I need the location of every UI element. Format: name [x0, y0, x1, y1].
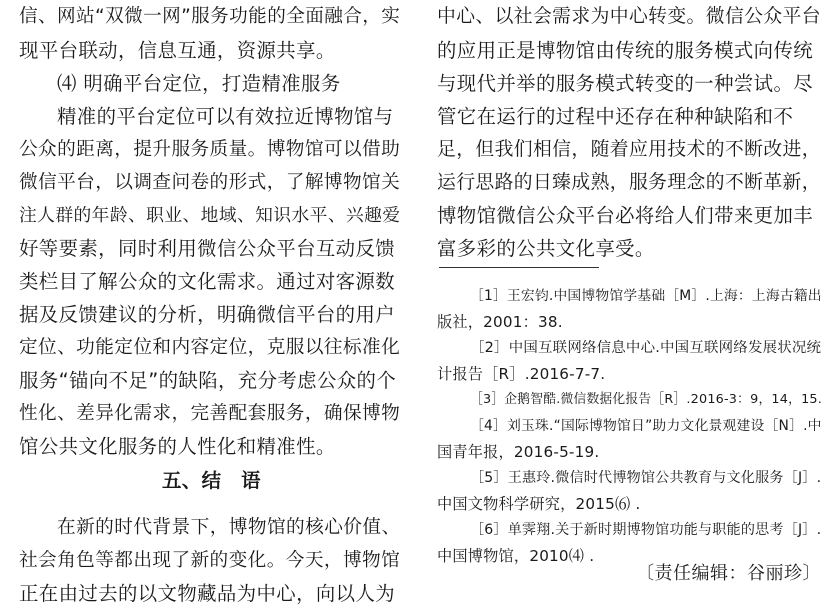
reference-item: ［3］企鹅智酷.微信数据化报告［R］.2016-3：9，14，15. — [470, 392, 822, 407]
reference-item: ［1］王宏钧.中国博物馆学基础［M］.上海：上海古籍出 — [470, 288, 822, 304]
body-text-line: 信、网站“双微一网”服务功能的全面融合，实 — [19, 6, 401, 27]
body-text-line: 运行思路的日臻成熟，服务理念的不断革新， — [437, 172, 821, 193]
body-text-line: 精准的平台定位可以有效拉近博物馆与 — [57, 105, 394, 128]
section-heading: 五、结 语 — [162, 469, 261, 492]
body-text-line: 注人群的年龄、职业、地域、知识水平、兴趣爱 — [19, 206, 401, 226]
reference-item: 中国文物科学研究，2015⑹ . — [437, 495, 641, 513]
body-text-line: 博物馆微信公众平台必将给人们带来更加丰 — [437, 204, 814, 227]
body-text-line: 馆公共文化服务的人性化和精准性。 — [19, 435, 336, 458]
body-text-line: 微信平台，以调查问卷的形式，了解博物馆关 — [19, 172, 401, 193]
reference-item: 中国博物馆，2010⑷ . — [437, 547, 595, 565]
body-text-line: 类栏目了解公众的文化需求。通过对客源数 — [19, 270, 396, 293]
reference-item: ［2］中国互联网络信息中心.中国互联网络发展状况统 — [470, 340, 822, 356]
reference-item: 国青年报，2016-5-19. — [437, 443, 600, 461]
body-text-line: 性化、差异化需求，完善配套服务，确保博物 — [19, 403, 401, 424]
footnote-divider — [439, 267, 599, 268]
reference-item: 版社，2001：38. — [437, 313, 563, 331]
body-text-line: 公众的距离，提升服务质量。博物馆可以借助 — [19, 139, 401, 160]
body-text-line: 现平台联动，信息互通，资源共享。 — [19, 39, 336, 62]
body-text-line: 中心、以社会需求为中心转变。微信公众平台 — [437, 6, 821, 27]
body-text-line: 好等要素，同时利用微信公众平台互动反馈 — [19, 237, 396, 260]
editor-credit: 〔责任编辑：谷丽珍〕 — [636, 563, 821, 584]
body-text-line: 管它在运行的过程中还存在种种缺陷和不 — [437, 105, 794, 128]
reference-item: ［4］刘玉珠.“国际博物馆日”助力文化景观建设［N］.中 — [470, 418, 822, 434]
body-text-line: 社会角色等都出现了新的变化。今天，博物馆 — [19, 550, 401, 571]
body-text-line: 定位、功能定位和内容定位，克服以往标准化 — [19, 337, 401, 358]
subsection-heading: ⑷ 明确平台定位，打造精准服务 — [57, 72, 341, 95]
body-text-line: 正在由过去的以文物藏品为中心，向以人为 — [19, 582, 396, 605]
body-text-line: 足，但我们相信，随着应用技术的不断改进， — [437, 139, 821, 160]
body-text-line: 在新的时代背景下，博物馆的核心价值、 — [57, 517, 401, 538]
body-text-line: 的应用正是博物馆由传统的服务模式向传统 — [437, 39, 814, 62]
body-text-line: 与现代并举的服务模式转变的一种尝试。尽 — [437, 72, 814, 95]
body-text-line: 服务“锚向不足”的缺陷，充分考虑公众的个 — [19, 369, 397, 392]
body-text-line: 富多彩的公共文化享受。 — [437, 237, 655, 260]
reference-item: ［5］王惠玲.微信时代博物馆公共教育与文化服务［J］. — [470, 470, 822, 486]
body-text-line: 据及反馈建议的分析，明确微信平台的用户 — [19, 303, 396, 326]
reference-item: 计报告［R］.2016-7-7. — [437, 365, 606, 383]
reference-item: ［6］单霁翔.关于新时期博物馆功能与职能的思考［J］. — [470, 522, 822, 538]
